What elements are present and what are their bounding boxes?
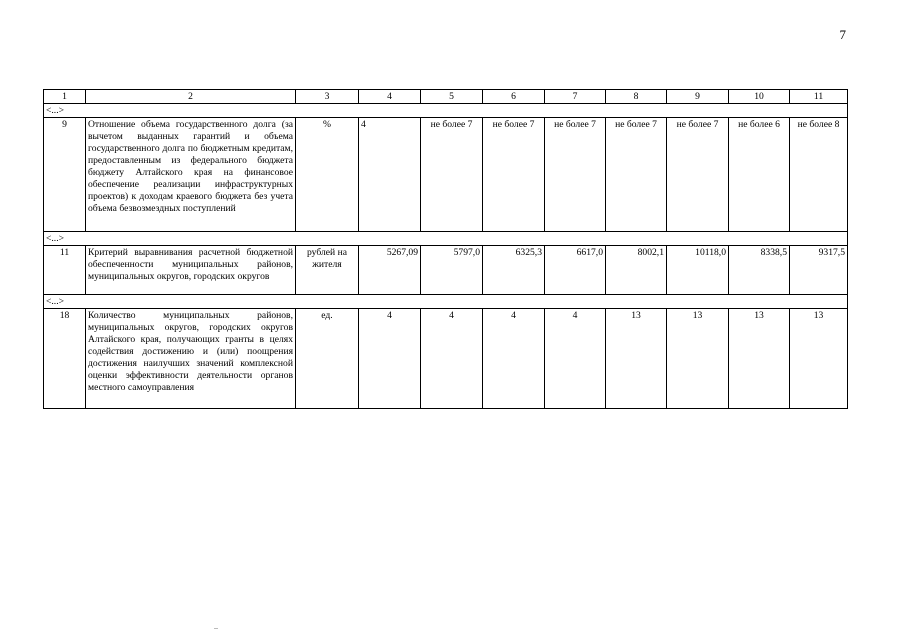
value-cell: не более 7 (421, 118, 483, 232)
value-cell: не более 7 (483, 118, 545, 232)
unit-cell: ед. (296, 309, 359, 409)
column-header: 5 (421, 90, 483, 104)
indicator-description: Критерий выравнивания расчетной бюджетной обеспеченности муниципальных районов, муниципальных округов, городских округов (86, 246, 296, 295)
value-cell: не более 7 (545, 118, 606, 232)
value-cell: 5797,0 (421, 246, 483, 295)
table-row (44, 309, 848, 409)
row-number: 18 (44, 309, 86, 409)
table-row (44, 246, 848, 295)
value-cell: 4 (359, 309, 421, 409)
column-header: 7 (545, 90, 606, 104)
omitted-rows-marker (44, 295, 848, 309)
value-cell: не более 8 (790, 118, 848, 232)
value-cell: 6617,0 (545, 246, 606, 295)
omitted-rows-marker (44, 104, 848, 118)
value-cell: 6325,3 (483, 246, 545, 295)
value-cell: не более 7 (606, 118, 667, 232)
value-cell: 13 (606, 309, 667, 409)
column-header: 1 (44, 90, 86, 104)
table-row (44, 118, 848, 232)
ellipsis-cell: <...> (44, 232, 848, 246)
value-cell: 13 (667, 309, 729, 409)
scan-speck (214, 628, 218, 629)
value-cell: 13 (729, 309, 790, 409)
column-header: 11 (790, 90, 848, 104)
omitted-rows-marker (44, 232, 848, 246)
column-header: 6 (483, 90, 545, 104)
column-header: 3 (296, 90, 359, 104)
value-cell: 8338,5 (729, 246, 790, 295)
value-cell: 13 (790, 309, 848, 409)
value-cell: 4 (421, 309, 483, 409)
indicators-table (43, 89, 848, 409)
value-cell: не более 6 (729, 118, 790, 232)
page-number: 7 (839, 27, 846, 42)
value-cell: не более 7 (667, 118, 729, 232)
value-cell: 5267,09 (359, 246, 421, 295)
value-cell: 8002,1 (606, 246, 667, 295)
column-header: 2 (86, 90, 296, 104)
value-cell: 10118,0 (667, 246, 729, 295)
value-cell: 4 (483, 309, 545, 409)
ellipsis-cell: <...> (44, 295, 848, 309)
row-number: 9 (44, 118, 86, 232)
table-header-row (44, 90, 848, 104)
column-header: 8 (606, 90, 667, 104)
column-header: 9 (667, 90, 729, 104)
value-cell: 9317,5 (790, 246, 848, 295)
column-header: 10 (729, 90, 790, 104)
indicator-description: Отношение объема государственного долга (за вычетом выданных гарантий и объема государственного долга по бюджетным кредитам, предоставленным из федерального бюджета бюджету Алтайского края на финансовое обеспечение реализации инфраструктурных проектов) к доходам краевого бюджета без учета объема безвозмездных поступлений (86, 118, 296, 232)
unit-cell: % (296, 118, 359, 232)
ellipsis-cell: <...> (44, 104, 848, 118)
row-number: 11 (44, 246, 86, 295)
indicator-description: Количество муниципальных районов, муниципальных округов, городских округов Алтайского края, получающих гранты в целях содействия достижению и (или) поощрения достижения наилучших значений комплексной оценки эффективности деятельности органов местного самоуправления (86, 309, 296, 409)
value-cell: 4 (545, 309, 606, 409)
value-cell: 4 (359, 118, 421, 232)
unit-cell: рублей на жителя (296, 246, 359, 295)
column-header: 4 (359, 90, 421, 104)
